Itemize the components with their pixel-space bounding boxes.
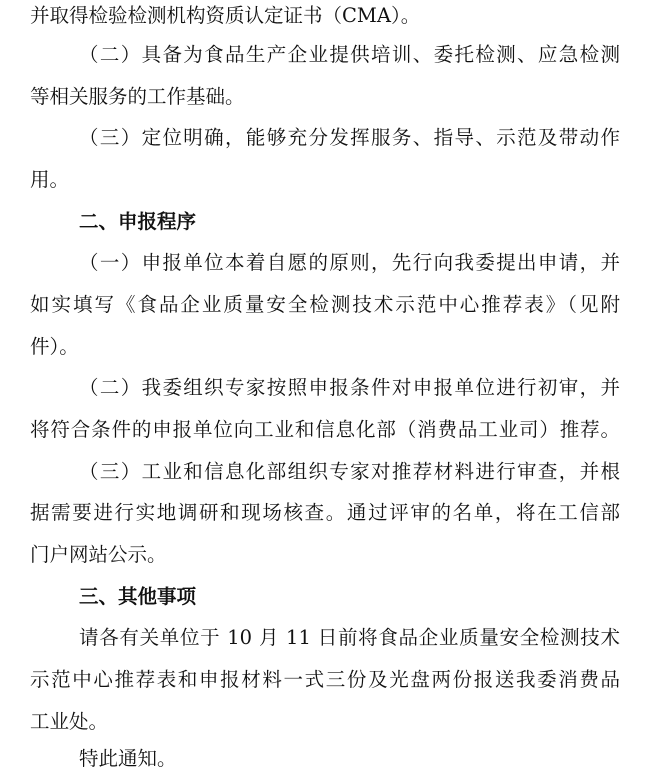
procedure-2-line-1: （二）我委组织专家按照申报条件对申报单位进行初审，并 <box>79 376 620 399</box>
item-3-line-1: （三）定位明确，能够充分发挥服务、指导、示范及带动作 <box>79 126 620 149</box>
procedure-2-line-2: 将符合条件的申报单位向工业和信息化部（消费品工业司）推荐。 <box>30 418 620 441</box>
item-2-line-2: 等相关服务的工作基础。 <box>30 85 245 108</box>
item-3-line-2: 用。 <box>30 168 70 191</box>
paragraph-cma-line: 并取得检验检测机构资质认定证书（CMA）。 <box>30 4 421 27</box>
procedure-3-line-1: （三）工业和信息化部组织专家对推荐材料进行审查，并根 <box>79 460 620 483</box>
other-matters-line-2: 示范中心推荐表和申报材料一式三份及光盘两份报送我委消费品 <box>30 668 620 691</box>
other-matters-line-3: 工业处。 <box>30 710 109 733</box>
procedure-1-line-2: 如实填写《食品企业质量安全检测技术示范中心推荐表》（见附 <box>30 293 620 316</box>
procedure-3-line-3: 门户网站公示。 <box>30 543 167 566</box>
other-matters-line-1: 请各有关单位于 10 月 11 日前将食品企业质量安全检测技术 <box>79 626 620 649</box>
procedure-1-line-1: （一）申报单位本着自愿的原则，先行向我委提出申请，并 <box>79 251 620 274</box>
section-2-heading: 二、申报程序 <box>79 210 197 233</box>
closing-notice: 特此通知。 <box>79 747 177 770</box>
item-2-line-1: （二）具备为食品生产企业提供培训、委托检测、应急检测 <box>79 43 620 66</box>
section-3-heading: 三、其他事项 <box>79 585 197 608</box>
procedure-1-line-3: 件）。 <box>30 335 79 358</box>
procedure-3-line-2: 据需要进行实地调研和现场核查。通过评审的名单，将在工信部 <box>30 501 620 524</box>
